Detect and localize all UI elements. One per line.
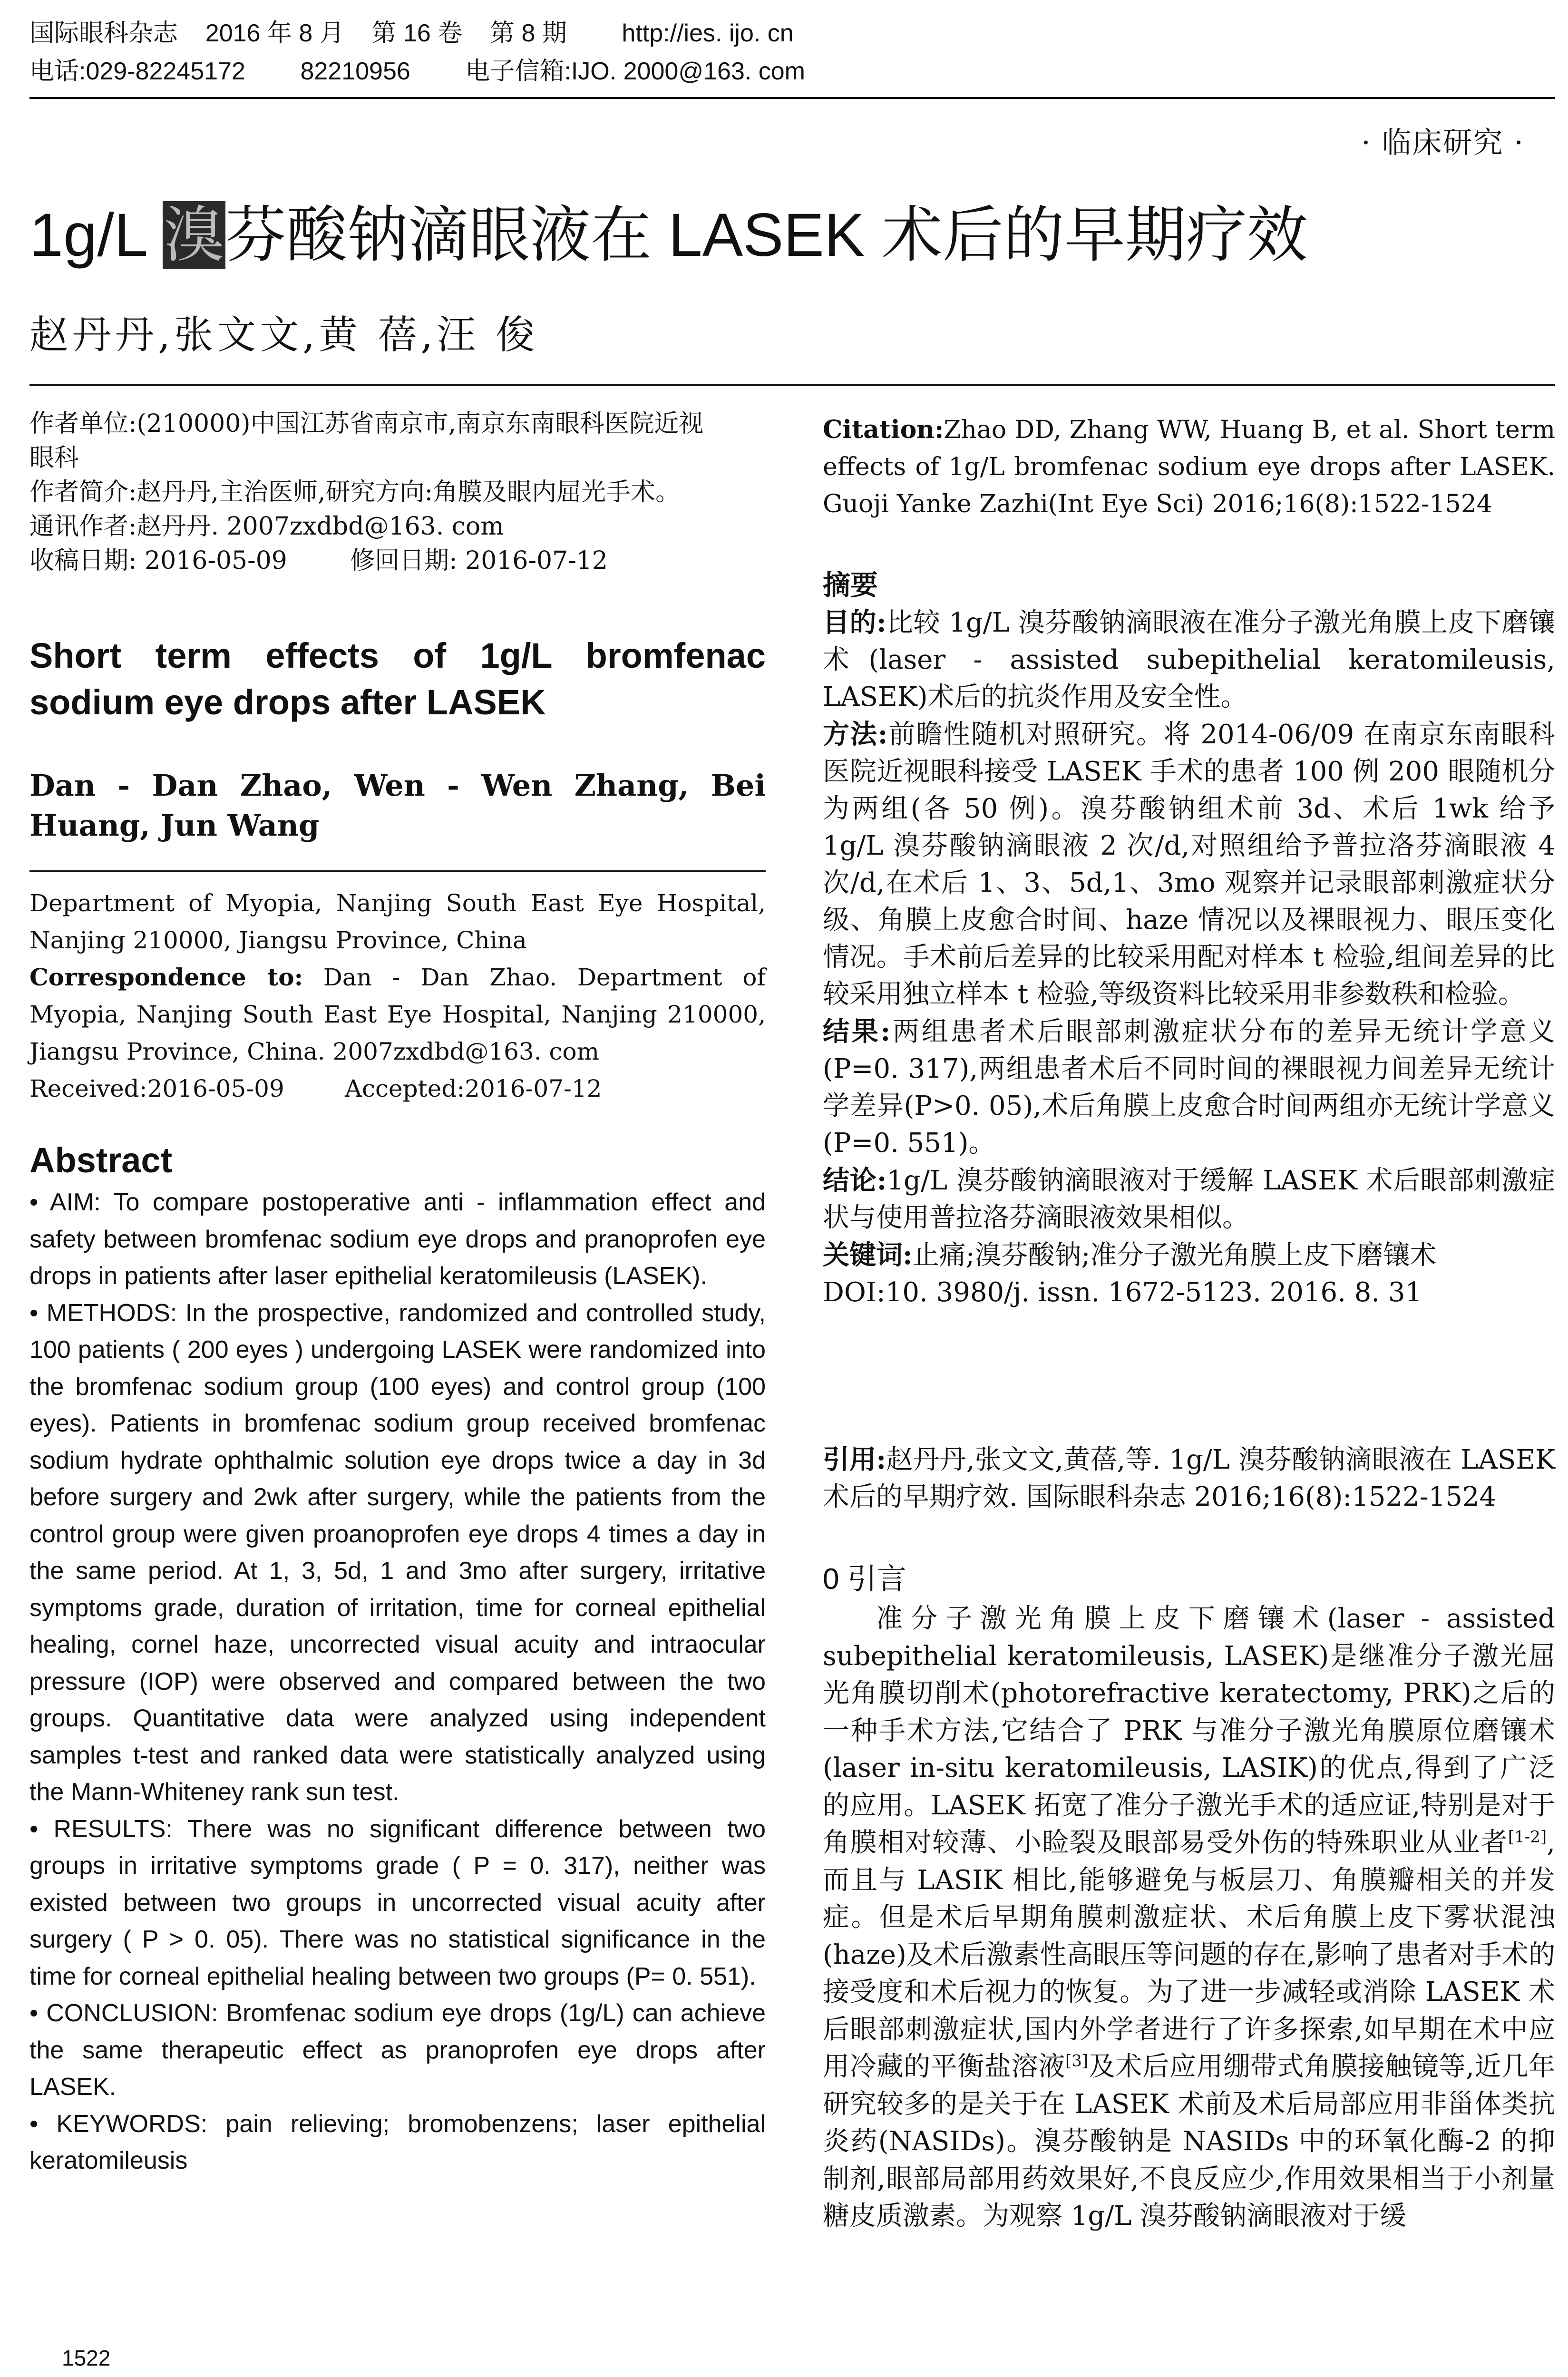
zh-abstract-body xyxy=(823,604,1555,1311)
zh-citation xyxy=(823,1441,1555,1516)
zh-results-text: 两组患者术后眼部刺激症状分布的差异无统计学意义(P=0. 317),两组患者术后不同时间的裸眼视力间差异无统计学差异(P>0. 05),术后角膜上皮愈合时间两组亦无统计学意义(P=0. 551)。 xyxy=(823,1016,1556,1159)
abstract-aim: • AIM: To compare postoperative anti - inflammation effect and safety between bromfenac sodium eye drops and pranoprofen eye drops in patients after laser epithelial keratomileusis (LASEK). xyxy=(29,1188,766,1290)
english-title-line2: sodium eye drops after LASEK xyxy=(29,682,546,722)
page-number: 1522 xyxy=(62,2346,111,2370)
intro-text-b: ,而且与 LASIK 相比,能够避免与板层刀、角膜瓣相关的并发症。但是术后早期角膜刺激症状、术后角膜上皮下雾状混浊(haze)及术后激素性高眼压等问题的存在,影响了患者对手术的接受度和术后视力的恢复。为了进一步减轻或消除 LASEK 术后眼部刺激症状,国内外学者进行了许多探索,如早期在术中应用冷藏的平衡盐溶液 xyxy=(823,1827,1555,2082)
zh-methods xyxy=(823,716,1555,1013)
english-title-line1: Short term effects of 1g/L bromfenac xyxy=(29,636,766,675)
intro-paragraph xyxy=(823,1600,1555,2235)
journal-header-line1: 国际眼科杂志 2016 年 8 月 第 16 卷 第 8 期 http://ies. ijo. cn xyxy=(29,19,794,47)
abstract-conclusion: • CONCLUSION: Bromfenac sodium eye drops (1g/L) can achieve the same therapeutic effect as pranoprofen eye drops after LASEK. xyxy=(29,1999,766,2101)
header-rule xyxy=(29,97,1555,99)
zh-keywords xyxy=(823,1237,1555,1274)
correspondence-text: Dan - Dan Zhao. Department of Myopia, Nanjing South East Eye Hospital, Nanjing 210000, Jiangsu Province, China. 2007zxdbd@163. com xyxy=(29,964,766,1065)
intro-text-c: 及术后应用绷带式角膜接触镜等,近几年研究较多的是关于在 LASEK 术前及术后局部应用非甾体类抗炎药(NASIDs)。溴芬酸钠是 NASIDs 中的环氧化酶-2 的抑制剂,眼部局部用药效果好,不良反应少,作用效果相当于小剂量糖皮质激素。为观察 1g/L 溴芬酸钠滴眼液对于缓 xyxy=(823,2051,1555,2231)
intro-heading: 0 引言 xyxy=(823,1563,906,1596)
title-rest: 芬酸钠滴眼液在 LASEK 术后的早期疗效 xyxy=(225,201,1308,269)
ref-1-2: [1-2] xyxy=(1508,1827,1547,1847)
journal-header-line2: 电话:029-82245172 82210956 电子信箱:IJO. 2000@163. com xyxy=(29,58,805,85)
abstract-heading: Abstract xyxy=(29,1140,173,1180)
english-authors: Dan - Dan Zhao, Wen - Wen Zhang, Bei Huang, Jun Wang xyxy=(29,768,766,843)
zh-conclusion-label: 结论: xyxy=(823,1165,887,1196)
zh-aim-label: 目的: xyxy=(823,607,886,638)
zh-aim xyxy=(823,604,1555,716)
received-dates-cn: 收稿日期: 2016-05-09 修回日期: 2016-07-12 xyxy=(29,546,608,575)
abstract-body xyxy=(29,1184,766,2180)
author-bio: 作者简介:赵丹丹,主治医师,研究方向:角膜及眼内屈光手术。 xyxy=(29,478,681,507)
author-info-block xyxy=(29,407,766,578)
ref-3: [3] xyxy=(1065,2051,1089,2071)
correspondence-label: Correspondence to: xyxy=(29,963,303,991)
english-affiliation xyxy=(29,885,766,1107)
citation-text: Zhao DD, Zhang WW, Huang B, et al. Short term effects of 1g/L bromfenac sodium eye drops after LASEK. Guoji Yanke Zazhi(Int Eye Sci) 2016;16(8):1522-1524 xyxy=(823,416,1555,518)
zh-conclusion xyxy=(823,1162,1555,1237)
received-dates-en: Received:2016-05-09 Accepted:2016-07-12 xyxy=(29,1075,602,1102)
zh-citation-label: 引用: xyxy=(823,1444,886,1475)
title-rule xyxy=(29,384,1555,386)
zh-results-label: 结果: xyxy=(823,1016,891,1047)
author-unit-line2: 眼科 xyxy=(29,444,79,472)
title-highlighted-char: 溴 xyxy=(163,201,224,269)
affil-rule xyxy=(29,870,766,872)
author-unit-line1: 作者单位:(210000)中国江苏省南京市,南京东南眼科医院近视 xyxy=(29,409,704,438)
article-title xyxy=(29,200,1308,271)
zh-keywords-label: 关键词: xyxy=(823,1239,913,1271)
zh-conclusion-text: 1g/L 溴芬酸钠滴眼液对于缓解 LASEK 术后眼部刺激症状与使用普拉洛芬滴眼液效果相似。 xyxy=(823,1165,1556,1233)
zh-abstract-heading: 摘要 xyxy=(823,569,878,601)
zh-results xyxy=(823,1013,1555,1162)
doi: DOI:10. 3980/j. issn. 1672-5123. 2016. 8. 31 xyxy=(823,1277,1422,1308)
citation-label: Citation: xyxy=(823,415,944,444)
correspondence xyxy=(29,959,766,1070)
affiliation-dept: Department of Myopia, Nanjing South East Eye Hospital, Nanjing 210000, Jiangsu Province, China xyxy=(29,889,766,954)
corresponding-author: 通讯作者:赵丹丹. 2007zxdbd@163. com xyxy=(29,512,504,541)
citation-en xyxy=(823,411,1555,523)
abstract-keywords: • KEYWORDS: pain relieving; bromobenzens; laser epithelial keratomileusis xyxy=(29,2110,766,2174)
authors-cn: 赵丹丹,张文文,黄 蓓,汪 俊 xyxy=(29,312,539,358)
zh-citation-text: 赵丹丹,张文文,黄蓓,等. 1g/L 溴芬酸钠滴眼液在 LASEK 术后的早期疗效. 国际眼科杂志 2016;16(8):1522-1524 xyxy=(823,1444,1556,1512)
abstract-results: • RESULTS: There was no significant difference between two groups in irritative symptoms grade ( P = 0. 317), neither was existed between two groups in uncorrected visual acuity after surgery ( P > 0. 05). There was no statistical significance in the time for corneal epithelial healing between two groups (P= 0. 551). xyxy=(29,1815,766,1990)
title-prefix: 1g/L xyxy=(29,201,163,269)
zh-methods-label: 方法: xyxy=(823,719,888,750)
zh-methods-text: 前瞻性随机对照研究。将 2014-06/09 在南京东南眼科医院近视眼科接受 LASEK 手术的患者 100 例 200 眼随机分为两组(各 50 例)。溴芬酸钠组术前 3d、术后 1wk 给予 1g/L 溴芬酸钠滴眼液 2 次/d,对照组给予普拉洛芬滴眼液 4 次/d,在术后 1、3、5d,1、3mo 观察并记录眼部刺激症状分级、角膜上皮愈合时间、haze 情况以及裸眼视力、眼压变化情况。手术前后差异的比较采用配对样本 t 检验,组间差异的比较采用独立样本 t 检验,等级资料比较采用非参数秩和检验。 xyxy=(823,719,1555,1010)
english-title xyxy=(29,633,766,726)
section-tag: · 临床研究 · xyxy=(1361,125,1524,160)
intro-text-a: 准分子激光角膜上皮下磨镶术(laser - assisted subepithelial keratomileusis, LASEK)是继准分子激光屈光角膜切削术(photorefractive keratectomy, PRK)之后的一种手术方法,它结合了 PRK 与准分子激光角膜原位磨镶术(laser in-situ keratomileusis, LASIK)的优点,得到了广泛的应用。LASEK 拓宽了准分子激光手术的适应证,特别是对于角膜相对较薄、小睑裂及眼部易受外伤的特殊职业从业者 xyxy=(823,1603,1555,1858)
abstract-methods: • METHODS: In the prospective, randomized and controlled study, 100 patients ( 200 eyes ) undergoing LASEK were randomized into the bromfenac sodium group (100 eyes) and control group (100 eyes). Patients in bromfenac sodium group received bromfenac sodium hydrate ophthalmic solution eye drops twice a day in 3d before surgery and 2wk after surgery, while the patients from the control group were given proanoprofen eye drops 4 times a day in the same period. At 1, 3, 5d, 1 and 3mo after surgery, irritative symptoms grade, duration of irritation, time for corneal epithelial healing, cornel haze, uncorrected visual acuity and intraocular pressure (IOP) were observed and compared between the two groups. Quantitative data were analyzed using independent samples t-test and ranked data were statistically analyzed using the Mann-Whiteney rank sun test. xyxy=(29,1299,766,1806)
zh-aim-text: 比较 1g/L 溴芬酸钠滴眼液在准分子激光角膜上皮下磨镶术(laser - assisted subepithelial keratomileusis, LASEK)术后的抗炎作用及安全性。 xyxy=(823,607,1555,712)
zh-keywords-text: 止痛;溴芬酸钠;准分子激光角膜上皮下磨镶术 xyxy=(912,1240,1437,1271)
